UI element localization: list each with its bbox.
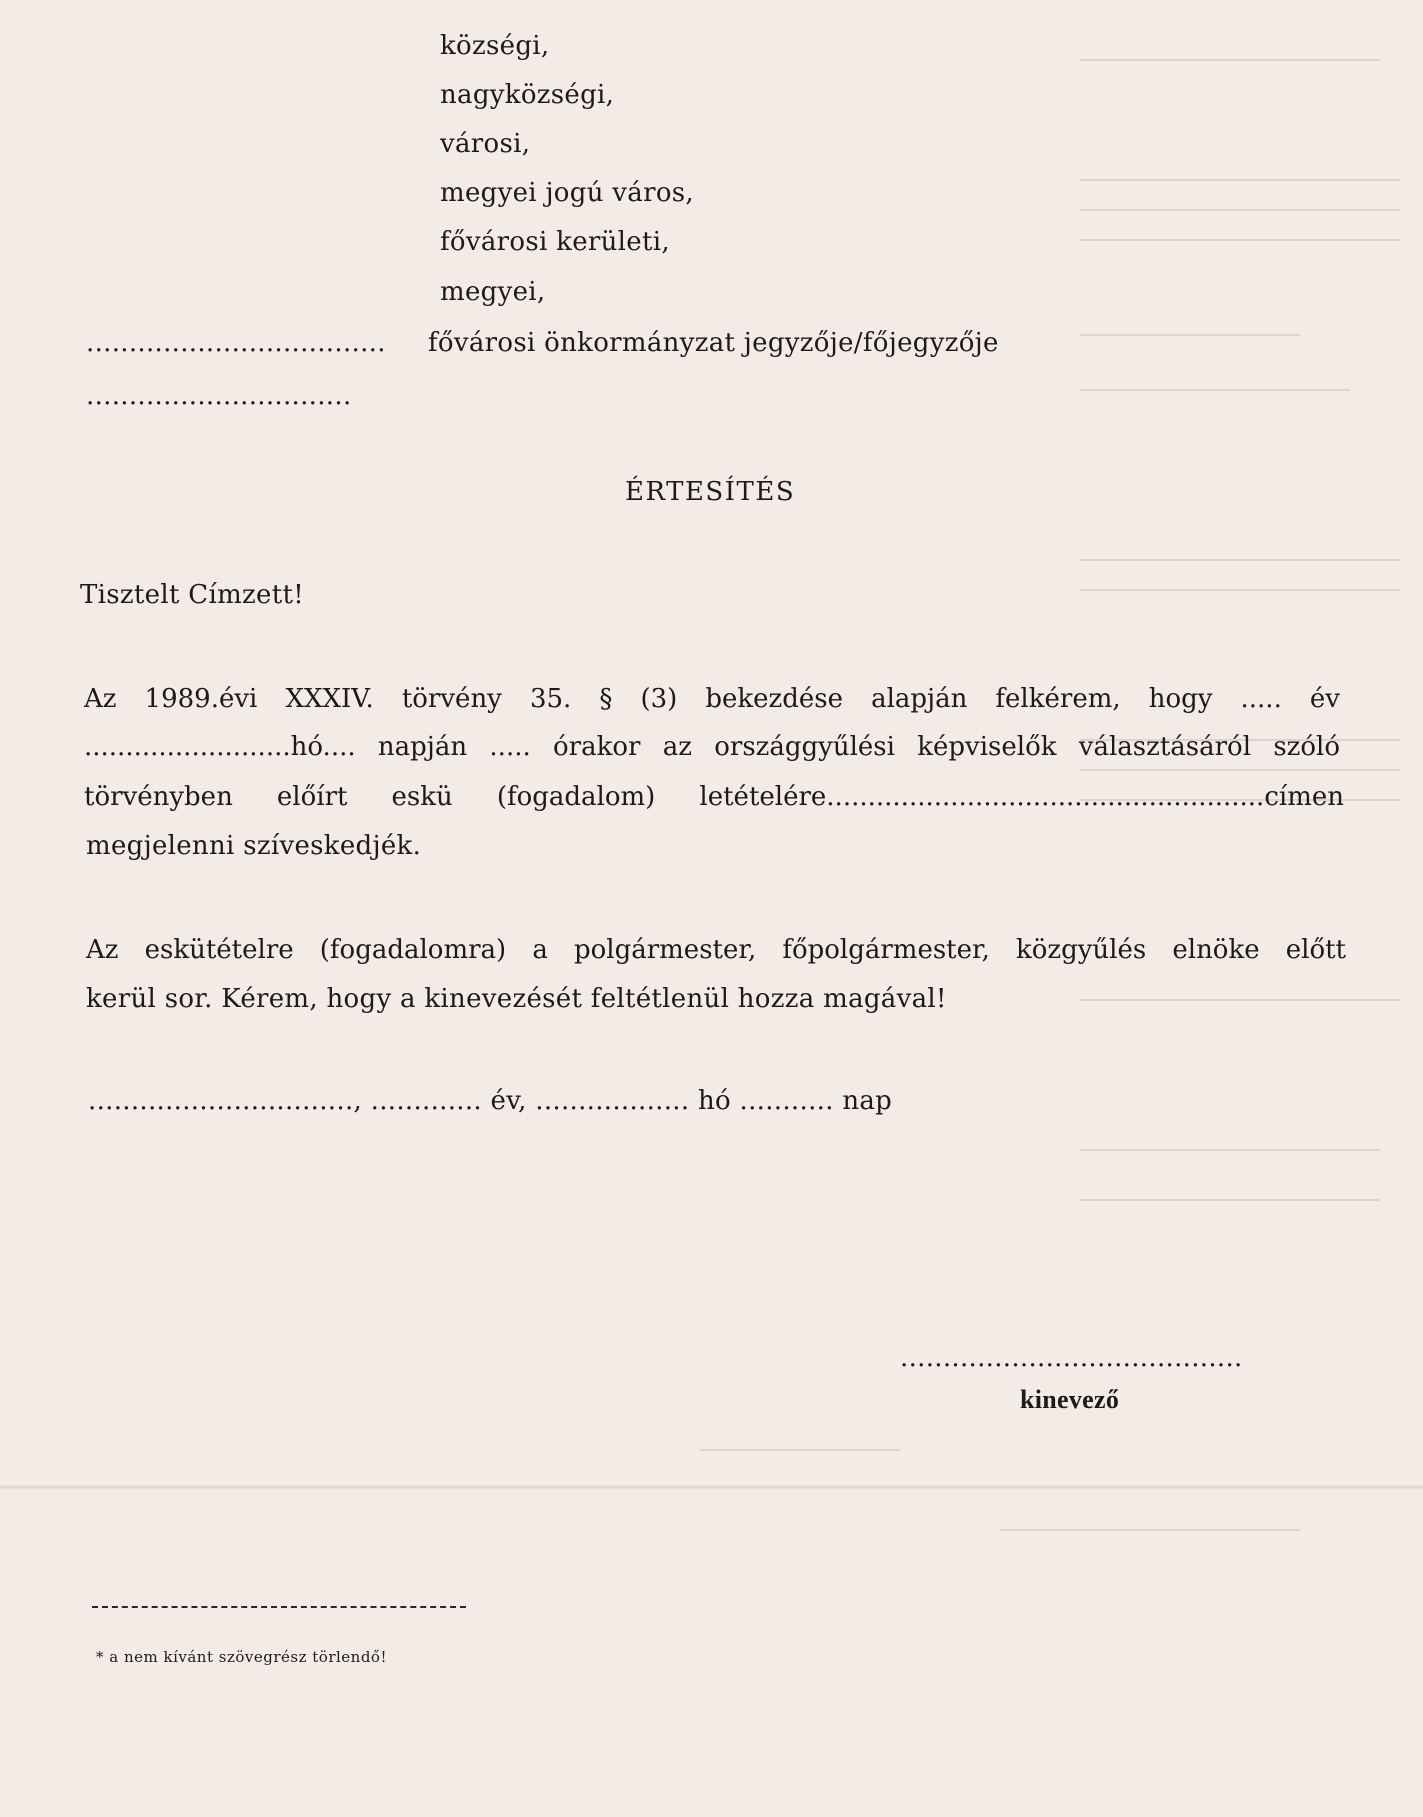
authority-option: megyei, [440, 277, 546, 307]
paragraph-line: törvényben előírt eskü (fogadalom) letételére.....................................................címen [84, 782, 1344, 812]
salutation: Tisztelt Címzett! [80, 580, 304, 610]
footnote-separator [92, 1606, 466, 1608]
paragraph-line: .........................hó.... napján ..... órakor az országgyűlési képviselők választásáról szóló [84, 732, 1340, 762]
authority-name-dots: ................................... [86, 328, 386, 358]
authority-option: községi, [440, 31, 550, 61]
footnote-text: * a nem kívánt szövegrész törlendő! [96, 1648, 387, 1666]
signature-label: kinevező [1020, 1385, 1120, 1414]
paragraph-line: megjelenni szíveskedjék. [86, 831, 422, 861]
signature-dots: ........................................ [900, 1343, 1243, 1373]
authority-option: városi, [440, 129, 531, 159]
paragraph-line: Az eskütételre (fogadalomra) a polgármester, főpolgármester, közgyűlés elnöke előtt [86, 935, 1346, 965]
authority-option: megyei jogú város, [440, 178, 694, 208]
authority-line-text: fővárosi önkormányzat jegyzője/főjegyzője [428, 328, 999, 358]
document-title: ÉRTESÍTÉS [625, 477, 796, 507]
date-line: ..............................., ............. év, .................. hó ........... nap [88, 1086, 893, 1116]
authority-option: fővárosi kerületi, [440, 227, 670, 257]
paragraph-line: kerül sor. Kérem, hogy a kinevezését feltétlenül hozza magával! [86, 984, 947, 1014]
reference-number-dots: ............................... [86, 381, 352, 411]
authority-option: nagyközségi, [440, 80, 615, 110]
paragraph-line: Az 1989.évi XXXIV. törvény 35. § (3) bekezdése alapján felkérem, hogy ..... év [84, 684, 1340, 714]
